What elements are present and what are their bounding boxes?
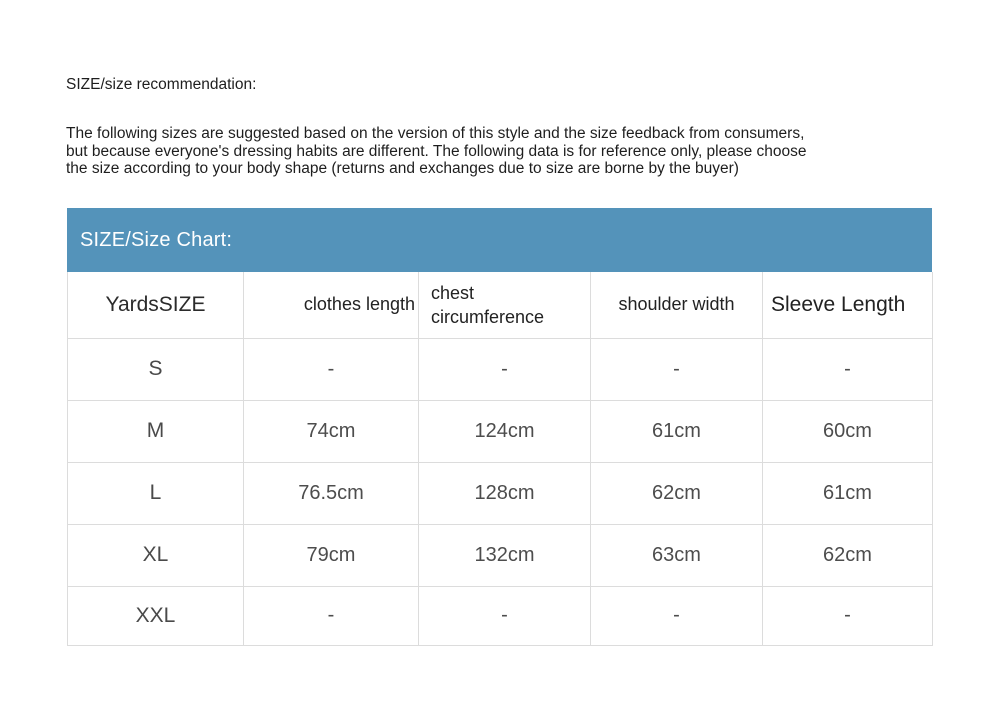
column-header-yardssize: YardsSIZE xyxy=(68,272,244,338)
size-chart-banner xyxy=(67,208,932,272)
size-chart-table xyxy=(67,272,933,646)
table-row-s xyxy=(68,338,933,400)
table-row-m xyxy=(68,400,933,462)
value-cell: - xyxy=(244,338,419,400)
header-row xyxy=(68,272,933,338)
description-line: The following sizes are suggested based on the version of this style and the size feedback from consumers, xyxy=(66,125,805,142)
size-label: M xyxy=(68,400,244,462)
description xyxy=(66,125,946,178)
value-cell: - xyxy=(591,338,763,400)
value-cell: - xyxy=(763,586,933,645)
value-cell: - xyxy=(591,586,763,645)
value-cell: 124cm xyxy=(419,400,591,462)
value-cell: 61cm xyxy=(763,462,933,524)
value-cell: - xyxy=(419,338,591,400)
value-cell: 63cm xyxy=(591,524,763,586)
value-cell: 132cm xyxy=(419,524,591,586)
table-row-l xyxy=(68,462,933,524)
size-label: L xyxy=(68,462,244,524)
table-row-xxl xyxy=(68,586,933,645)
table-row-xl xyxy=(68,524,933,586)
value-cell: 62cm xyxy=(591,462,763,524)
size-chart-section xyxy=(67,208,932,646)
value-cell: 128cm xyxy=(419,462,591,524)
page-title: SIZE/size recommendation: xyxy=(66,76,257,93)
column-header-clothes-length: clothes length xyxy=(244,272,419,338)
value-cell: - xyxy=(763,338,933,400)
column-header-chest-circumference: chest circumference xyxy=(419,272,591,338)
value-cell: 60cm xyxy=(763,400,933,462)
value-cell: 61cm xyxy=(591,400,763,462)
value-cell: 62cm xyxy=(763,524,933,586)
size-label: S xyxy=(68,338,244,400)
column-header-shoulder-width: shoulder width xyxy=(591,272,763,338)
size-label: XXL xyxy=(68,586,244,645)
description-line: the size according to your body shape (returns and exchanges due to size are borne by the buyer) xyxy=(66,160,739,177)
value-cell: 79cm xyxy=(244,524,419,586)
value-cell: 76.5cm xyxy=(244,462,419,524)
value-cell: - xyxy=(419,586,591,645)
description-line: but because everyone's dressing habits are different. The following data is for reference only, please choose xyxy=(66,142,807,160)
size-label: XL xyxy=(68,524,244,586)
value-cell: - xyxy=(244,586,419,645)
column-header-sleeve-length: Sleeve Length xyxy=(763,272,933,338)
value-cell: 74cm xyxy=(244,400,419,462)
size-chart-title: SIZE/Size Chart: xyxy=(80,228,233,251)
